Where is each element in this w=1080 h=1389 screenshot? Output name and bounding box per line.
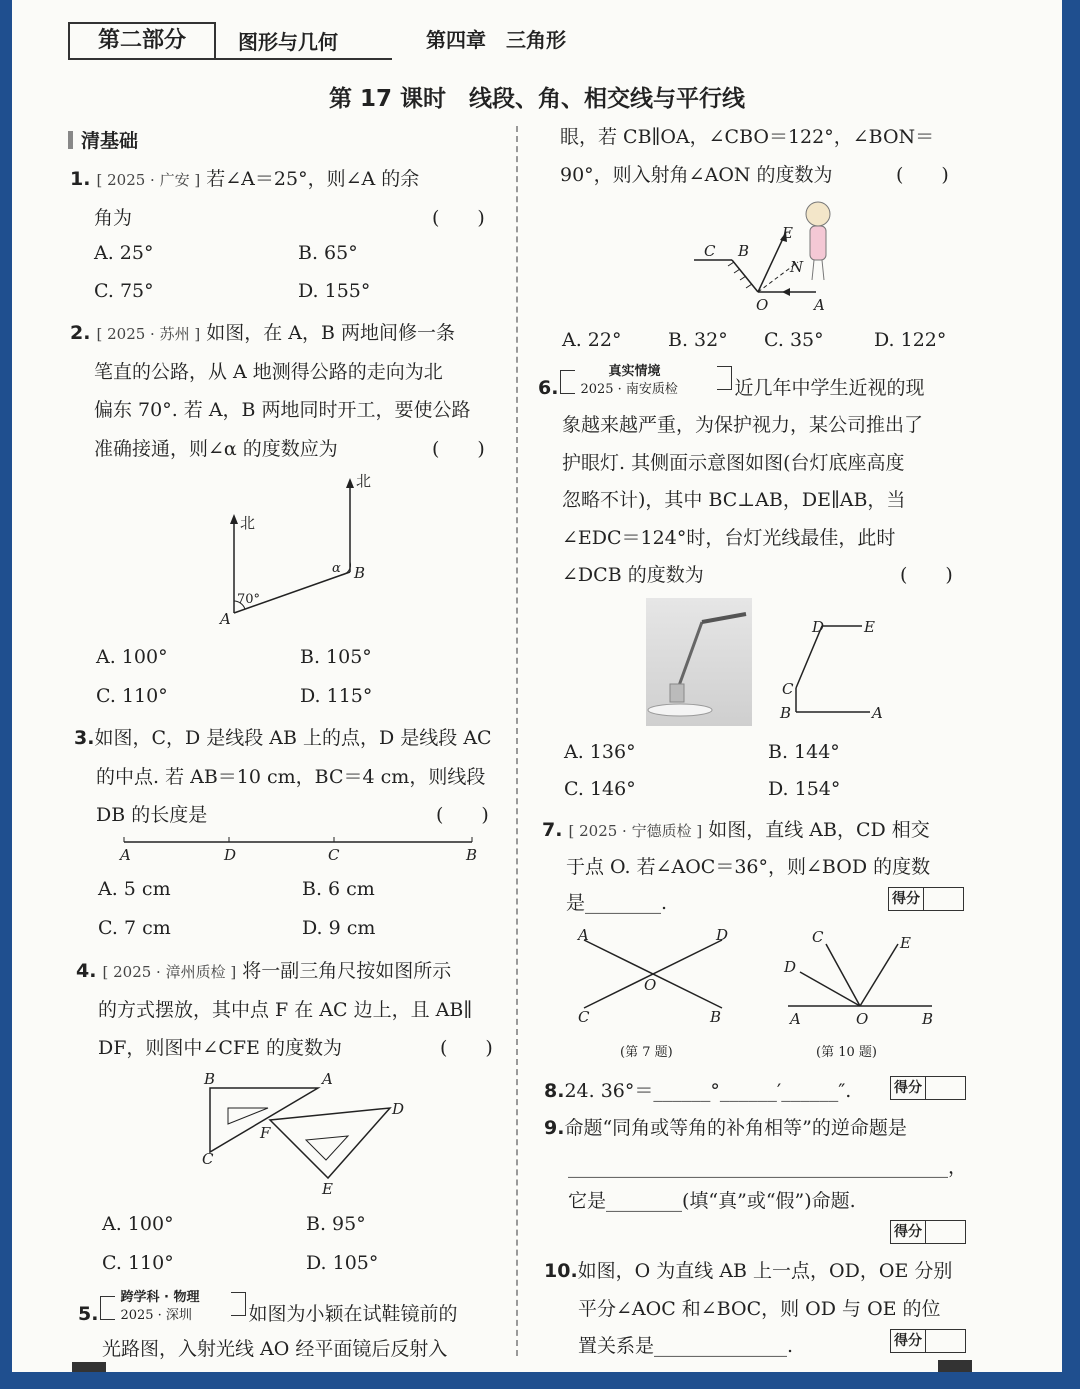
q5-point-c: C [704, 242, 716, 260]
q5-point-a: A [814, 296, 825, 314]
q1-option-b: B. 65° [298, 242, 358, 264]
header-rule [68, 58, 392, 60]
question-3: 3.如图，C，D 是线段 AB 上的点，D 是线段 AC [74, 727, 492, 749]
q5-line2: 光路图，入射光线 AO 经平面镜后反射入 [102, 1338, 448, 1360]
column-divider [516, 126, 518, 1356]
q3-point-d: D [224, 846, 237, 864]
q2-angle-alpha: α [332, 561, 341, 576]
q4-point-b: B [204, 1070, 216, 1088]
q6-option-a: A. 136° [564, 741, 636, 763]
q10-caption: (第 10 题) [816, 1045, 877, 1060]
q10-point-c: C [812, 928, 824, 946]
q4-line2: 的方式摆放，其中点 F 在 AC 边上，且 AB∥ [98, 999, 473, 1021]
q6-option-c: C. 146° [564, 778, 636, 800]
question-2: 2. [ 2025 · 苏州 ] 如图，在 A，B 两地间修一条 [70, 322, 456, 344]
q4-point-e: E [322, 1180, 333, 1198]
page-corner-mark-right [938, 1360, 972, 1372]
q6-point-e: E [864, 618, 875, 636]
q2-option-a: A. 100° [96, 646, 168, 668]
q2-option-c: C. 110° [96, 685, 168, 707]
q3-option-d: D. 9 cm [302, 917, 376, 939]
q4-answer-paren: ( ) [440, 1037, 493, 1059]
q4-point-c: C [202, 1150, 214, 1168]
q6-answer-paren: ( ) [900, 564, 953, 586]
question-1: 1. [ 2025 · 广安 ] 若∠A＝25°，则∠A 的余 [70, 168, 420, 190]
q6-point-c: C [782, 680, 794, 698]
q2-line4: 准确接通，则∠α 的度数应为 [94, 438, 338, 460]
q1-option-c: C. 75° [94, 280, 154, 302]
q6-line2: 象越来越严重，为保护视力，某公司推出了 [562, 414, 924, 436]
q3-point-b: B [466, 846, 478, 864]
question-6: 6. 真实情境 2025 · 南安质检 近几年中学生近视的现 [538, 364, 925, 399]
q6-option-b: B. 144° [768, 741, 840, 763]
q5-option-d: D. 122° [874, 329, 947, 351]
q1-option-d: D. 155° [298, 280, 371, 302]
q6-option-d: D. 154° [768, 778, 841, 800]
q4-point-f: F [260, 1124, 271, 1142]
q4-option-c: C. 110° [102, 1252, 174, 1274]
q10-score-box[interactable]: 得分 [890, 1329, 966, 1353]
q4-option-a: A. 100° [102, 1213, 174, 1235]
q10-point-o: O [856, 1010, 869, 1028]
part-label: 第二部分 [68, 22, 216, 60]
q4-triangle-figure [198, 1068, 418, 1198]
q5-answer-paren: ( ) [896, 164, 949, 186]
q5-point-n: N [790, 258, 804, 276]
q7-line3: 是________. [566, 892, 668, 914]
q10-line2: 平分∠AOC 和∠BOC，则 OD 与 OE 的位 [578, 1298, 941, 1320]
q5-point-e: E [782, 224, 793, 242]
q6-point-a: A [872, 704, 883, 722]
q5-option-b: B. 32° [668, 329, 728, 351]
q8-score-box[interactable]: 得分 [890, 1076, 966, 1100]
q3-answer-paren: ( ) [436, 804, 489, 826]
q7-point-b: B [710, 1008, 722, 1026]
chapter-label: 第四章 三角形 [426, 28, 566, 52]
page-corner-mark-left [72, 1362, 106, 1372]
q10-point-b: B [922, 1010, 934, 1028]
workbook-page [12, 0, 1062, 1372]
q9-score-box[interactable]: 得分 [890, 1220, 966, 1244]
q2-line3: 偏东 70°. 若 A，B 两地同时开工，要使公路 [94, 399, 471, 421]
q2-answer-paren: ( ) [432, 438, 485, 460]
q6-line6: ∠DCB 的度数为 [562, 564, 704, 586]
q10-point-d: D [784, 958, 797, 976]
q9-line3: 它是________(填“真”或“假”)命题. [568, 1190, 856, 1212]
question-4: 4. [ 2025 · 漳州质检 ] 将一副三角尺按如图所示 [76, 960, 452, 982]
q2-figure [212, 468, 392, 628]
q7-point-o: O [644, 976, 657, 994]
subject-label: 图形与几何 [238, 30, 338, 54]
q10-point-e: E [900, 934, 911, 952]
q7-line2: 于点 O. 若∠AOC＝36°，则∠BOD 的度数 [566, 856, 931, 878]
q6-point-d: D [812, 618, 825, 636]
q3-option-b: B. 6 cm [302, 878, 375, 900]
q3-point-c: C [328, 846, 340, 864]
q2-north-label-1: 北 [240, 514, 256, 532]
question-9: 9.命题“同角或等角的补角相等”的逆命题是 [544, 1117, 907, 1139]
q7-point-a: A [578, 926, 589, 944]
q6-point-b: B [780, 704, 792, 722]
q4-line3: DF，则图中∠CFE 的度数为 [98, 1037, 342, 1059]
q5-line4: 90°，则入射角∠AON 的度数为 [560, 164, 833, 186]
question-10: 10.如图，O 为直线 AB 上一点，OD，OE 分别 [544, 1260, 953, 1282]
q3-option-a: A. 5 cm [98, 878, 171, 900]
q5-tag-badge: 跨学科 · 物理 2025 · 深圳 [98, 1292, 248, 1326]
q7-point-d: D [716, 926, 729, 944]
q3-line3: DB 的长度是 [96, 804, 208, 826]
section-heading: 清基础 [68, 126, 138, 153]
q9-blank-line: ________________________________________， [568, 1156, 968, 1178]
desk-lamp-photo [646, 598, 752, 726]
q2-option-b: B. 105° [300, 646, 372, 668]
q3-segment-figure [112, 832, 492, 866]
q3-line2: 的中点. 若 AB＝10 cm，BC＝4 cm，则线段 [96, 766, 486, 788]
q4-option-b: B. 95° [306, 1213, 366, 1235]
question-5: 5. 跨学科 · 物理 2025 · 深圳 如图为小颖在试鞋镜前的 [78, 1290, 458, 1325]
q5-option-c: C. 35° [764, 329, 824, 351]
q6-line4: 忽略不计)，其中 BC⊥AB，DE∥AB，当 [562, 489, 906, 511]
lesson-title: 第 17 课时 线段、角、相交线与平行线 [328, 86, 746, 112]
q3-option-c: C. 7 cm [98, 917, 171, 939]
q6-line3: 护眼灯. 其侧面示意图如图(台灯底座高度 [562, 452, 905, 474]
q5-point-o: O [756, 296, 769, 314]
question-7: 7. [ 2025 · 宁德质检 ] 如图，直线 AB，CD 相交 [542, 819, 930, 841]
q1-answer-paren: ( ) [432, 207, 485, 229]
q7-point-c: C [578, 1008, 590, 1026]
q5-line3: 眼，若 CB∥OA，∠CBO＝122°，∠BON＝ [560, 126, 935, 148]
q2-point-b: B [354, 564, 366, 582]
q4-point-a: A [322, 1070, 333, 1088]
q2-point-a: A [220, 610, 231, 628]
q6-tag-badge: 真实情境 2025 · 南安质检 [558, 366, 734, 400]
q5-option-a: A. 22° [562, 329, 622, 351]
q5-light-path-figure [686, 196, 836, 316]
q10-figure [772, 922, 942, 1062]
q2-north-label-2: 北 [356, 472, 372, 490]
q10-point-a: A [790, 1010, 801, 1028]
question-8: 8.24. 36°＝______°______′______″. [544, 1080, 852, 1102]
q2-angle-70: 70° [237, 592, 261, 607]
q2-option-d: D. 115° [300, 685, 373, 707]
q3-point-a: A [120, 846, 131, 864]
q7-score-box[interactable]: 得分 [888, 887, 964, 911]
q2-line2: 笔直的公路，从 A 地测得公路的走向为北 [94, 361, 443, 383]
q1-line2: 角为 [94, 207, 133, 229]
q4-option-d: D. 105° [306, 1252, 379, 1274]
q7-caption: (第 7 题) [620, 1045, 673, 1060]
q1-option-a: A. 25° [94, 242, 154, 264]
q6-line5: ∠EDC＝124°时，台灯光线最佳，此时 [562, 527, 896, 549]
q7-figure [572, 922, 742, 1062]
q10-line3: 置关系是______________. [578, 1335, 794, 1357]
q5-point-b: B [738, 242, 750, 260]
q6-lamp-diagram [772, 604, 892, 724]
q4-point-d: D [392, 1100, 405, 1118]
